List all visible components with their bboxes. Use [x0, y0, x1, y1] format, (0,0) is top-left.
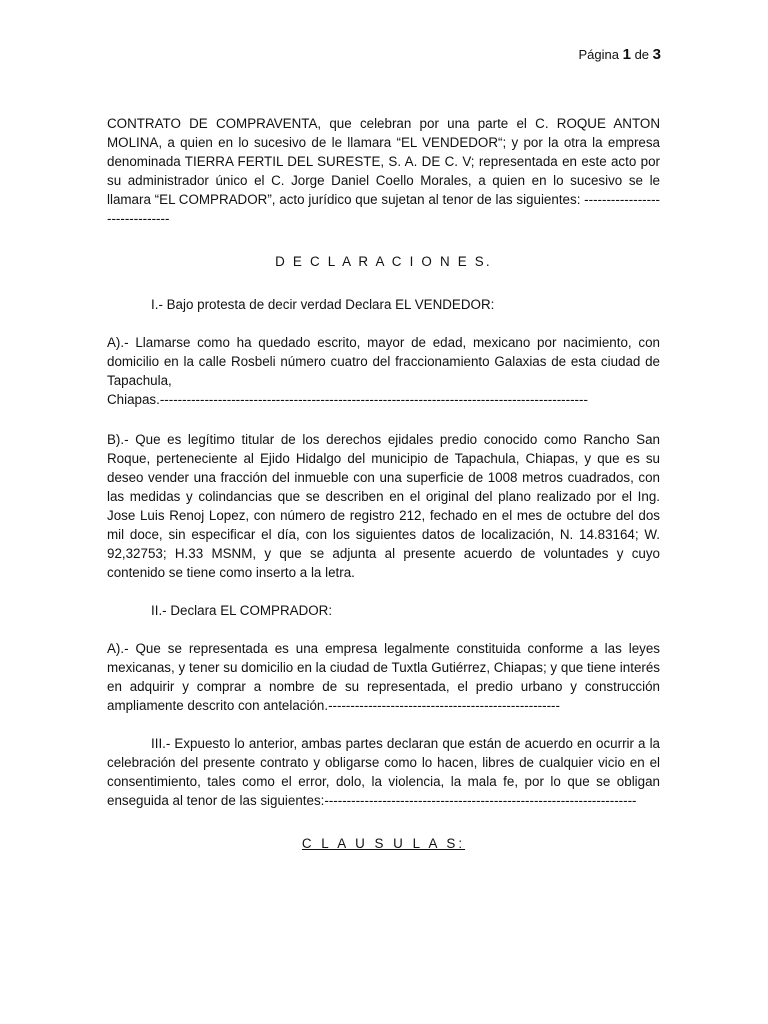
page-of: de	[634, 47, 650, 62]
clausulas-heading: C L A U S U L A S:	[301, 836, 466, 851]
section-2-a: A).- Que se representada es una empresa legalmente constituida conforme a las leyes mexicanas, y tener su domicilio en la ciudad de Tuxtla Gutiérrez, Chiapas; y que tiene interés en adquirir y comprar a nombre de su representada, el predio urbano y construcción ampliamente descrito con antelación.----------------------------------------------------	[107, 641, 660, 713]
page-total: 3	[652, 46, 661, 63]
section-2-title: II.- Declara EL COMPRADOR:	[151, 603, 333, 618]
page-number	[578, 46, 661, 64]
section-1-a-continued: Chiapas.------------------------------------------------------------------------------------------------	[107, 392, 588, 407]
declaraciones-heading: D E C L A R A C I O N E S.	[275, 254, 492, 269]
section-1-a: A).- Llamarse como ha quedado escrito, mayor de edad, mexicano por nacimiento, con domicilio en la calle Rosbeli número cuatro del fraccionamiento Galaxias de esta ciudad de Tapachula,	[107, 335, 660, 388]
page-current: 1	[622, 46, 631, 63]
page-word: Página	[578, 47, 619, 62]
document-body	[107, 114, 660, 853]
section-3: III.- Expuesto lo anterior, ambas partes declaran que están de acuerdo en ocurrir a la celebración del presente contrato y obligarse como lo hacen, libres de cualquier vicio en el consentimiento, tales como el error, dolo, la violencia, la mala fe, por lo que se obligan enseguida al tenor de las siguientes:----------------------------------------------------------------------	[107, 736, 660, 808]
contract-intro: CONTRATO DE COMPRAVENTA, que celebran por una parte el C. ROQUE ANTON MOLINA, a quien en lo sucesivo de le llamara “EL VENDEDOR“; y por la otra la empresa denominada TIERRA FERTIL DEL SURESTE, S. A. DE C. V; representada en este acto por su administrador único el C. Jorge Daniel Coello Morales, a quien en lo sucesivo se le llamara “EL COMPRADOR”, acto jurídico que sujetan al tenor de las siguientes: -------------------------------	[107, 116, 660, 226]
section-1-b: B).- Que es legítimo titular de los derechos ejidales predio conocido como Rancho San Roque, perteneciente al Ejido Hidalgo del municipio de Tapachula, Chiapas, y que es su deseo vender una fracción del inmueble con una superficie de 1008 metros cuadrados, con las medidas y colindancias que se describen en el original del plano realizado por el Ing. Jose Luis Renoj Lopez, con número de registro 212, fechado en el mes de octubre del dos mil doce, sin especificar el día, con los siguientes datos de localización, N. 14.83164; W. 92,32753; H.33 MSNM, y que se adjunta al presente acuerdo de voluntades y cuyo contenido se tiene como inserto a la letra.	[107, 432, 660, 580]
section-1-title: I.- Bajo protesta de decir verdad Declara EL VENDEDOR:	[151, 297, 495, 312]
